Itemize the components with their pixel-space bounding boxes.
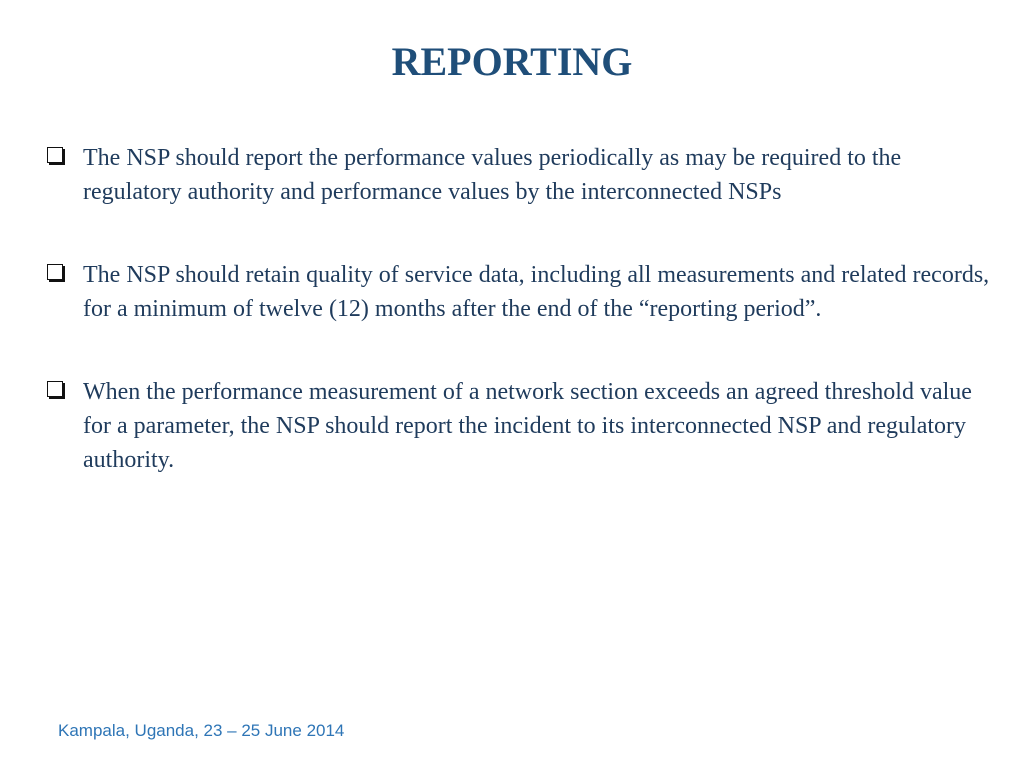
- bullet-item-2: [44, 258, 994, 326]
- checkbox-square-icon: [47, 147, 63, 163]
- bullet-text: When the performance measurement of a network section exceeds an agreed threshold value for a parameter, the NSP should report the incident to its interconnected NSP and regulatory authority.: [83, 379, 972, 473]
- bullet-item-3: [44, 375, 994, 477]
- bullet-list: [44, 141, 994, 526]
- checkbox-square-icon: [47, 381, 63, 397]
- bullet-text: The NSP should report the performance values periodically as may be required to the regulatory authority and performance values by the interconnected NSPs: [83, 145, 902, 205]
- bullet-text: The NSP should retain quality of service data, including all measurements and related records, for a minimum of twelve (12) months after the end of the “reporting period”.: [83, 262, 990, 322]
- footer-location-date: Kampala, Uganda, 23 – 25 June 2014: [58, 721, 345, 740]
- bullet-item-1: [44, 141, 994, 209]
- checkbox-square-icon: [47, 264, 63, 280]
- slide-title: REPORTING: [391, 39, 633, 84]
